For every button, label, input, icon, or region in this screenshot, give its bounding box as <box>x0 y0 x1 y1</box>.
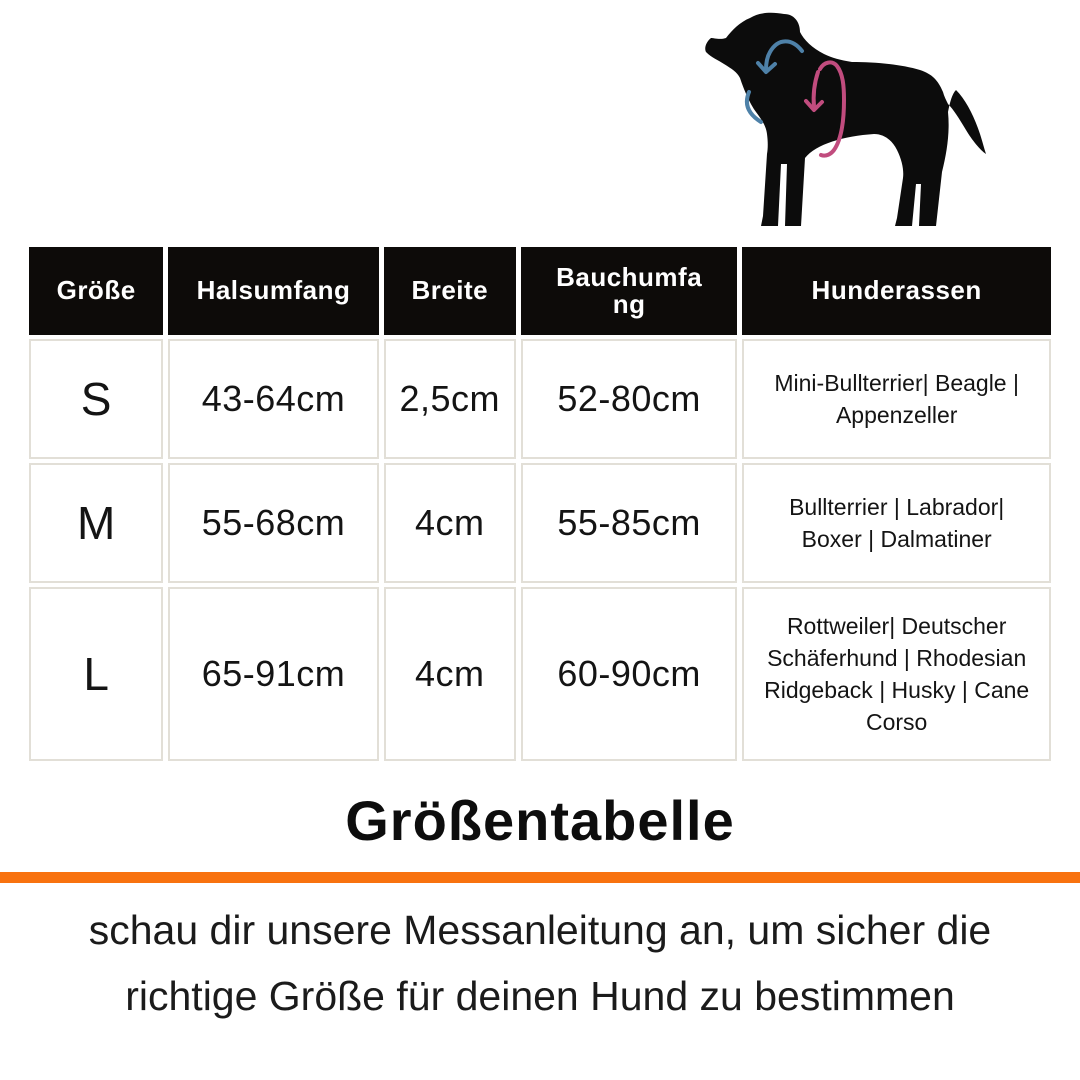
column-header-groesse: Größe <box>29 247 163 335</box>
size-m-neck-circumference: 55-68cm <box>168 463 378 583</box>
column-header-halsumfang: Halsumfang <box>168 247 378 335</box>
dog-measurement-figure <box>698 12 1010 242</box>
size-l-neck-circumference: 65-91cm <box>168 587 378 761</box>
column-header-bauchumfang-label: Bauchumfang <box>556 261 703 319</box>
table-header-row <box>29 247 1051 335</box>
table-row-size-s <box>29 339 1051 459</box>
size-s-neck-circumference: 43-64cm <box>168 339 378 459</box>
size-l-label: L <box>29 587 163 761</box>
size-m-width: 4cm <box>384 463 516 583</box>
size-m-label: M <box>29 463 163 583</box>
size-chart-title: Größentabelle <box>345 789 735 852</box>
column-header-hunderassen: Hunderassen <box>742 247 1051 335</box>
size-s-belly-circumference: 52-80cm <box>521 339 737 459</box>
accent-divider <box>0 872 1080 883</box>
table-row-size-m <box>29 463 1051 583</box>
size-s-label: S <box>29 339 163 459</box>
size-m-breeds: Bullterrier | Labrador| Boxer | Dalmatiner <box>742 463 1051 583</box>
size-l-belly-circumference: 60-90cm <box>521 587 737 761</box>
size-table <box>24 243 1056 765</box>
table-row-size-l <box>29 587 1051 761</box>
size-m-belly-circumference: 55-85cm <box>521 463 737 583</box>
size-l-breeds: Rottweiler| Deutscher Schäferhund | Rhodesian Ridgeback | Husky | Cane Corso <box>742 587 1051 761</box>
size-s-width: 2,5cm <box>384 339 516 459</box>
size-l-width: 4cm <box>384 587 516 761</box>
column-header-breite: Breite <box>384 247 516 335</box>
size-s-breeds: Mini-Bullterrier| Beagle | Appenzeller <box>742 339 1051 459</box>
dog-silhouette-icon <box>698 12 1010 242</box>
measurement-instruction-text: schau dir unsere Messanleitung an, um sicher die richtige Größe für deinen Hund zu bestimmen <box>88 907 992 1019</box>
column-header-bauchumfang <box>521 247 737 335</box>
